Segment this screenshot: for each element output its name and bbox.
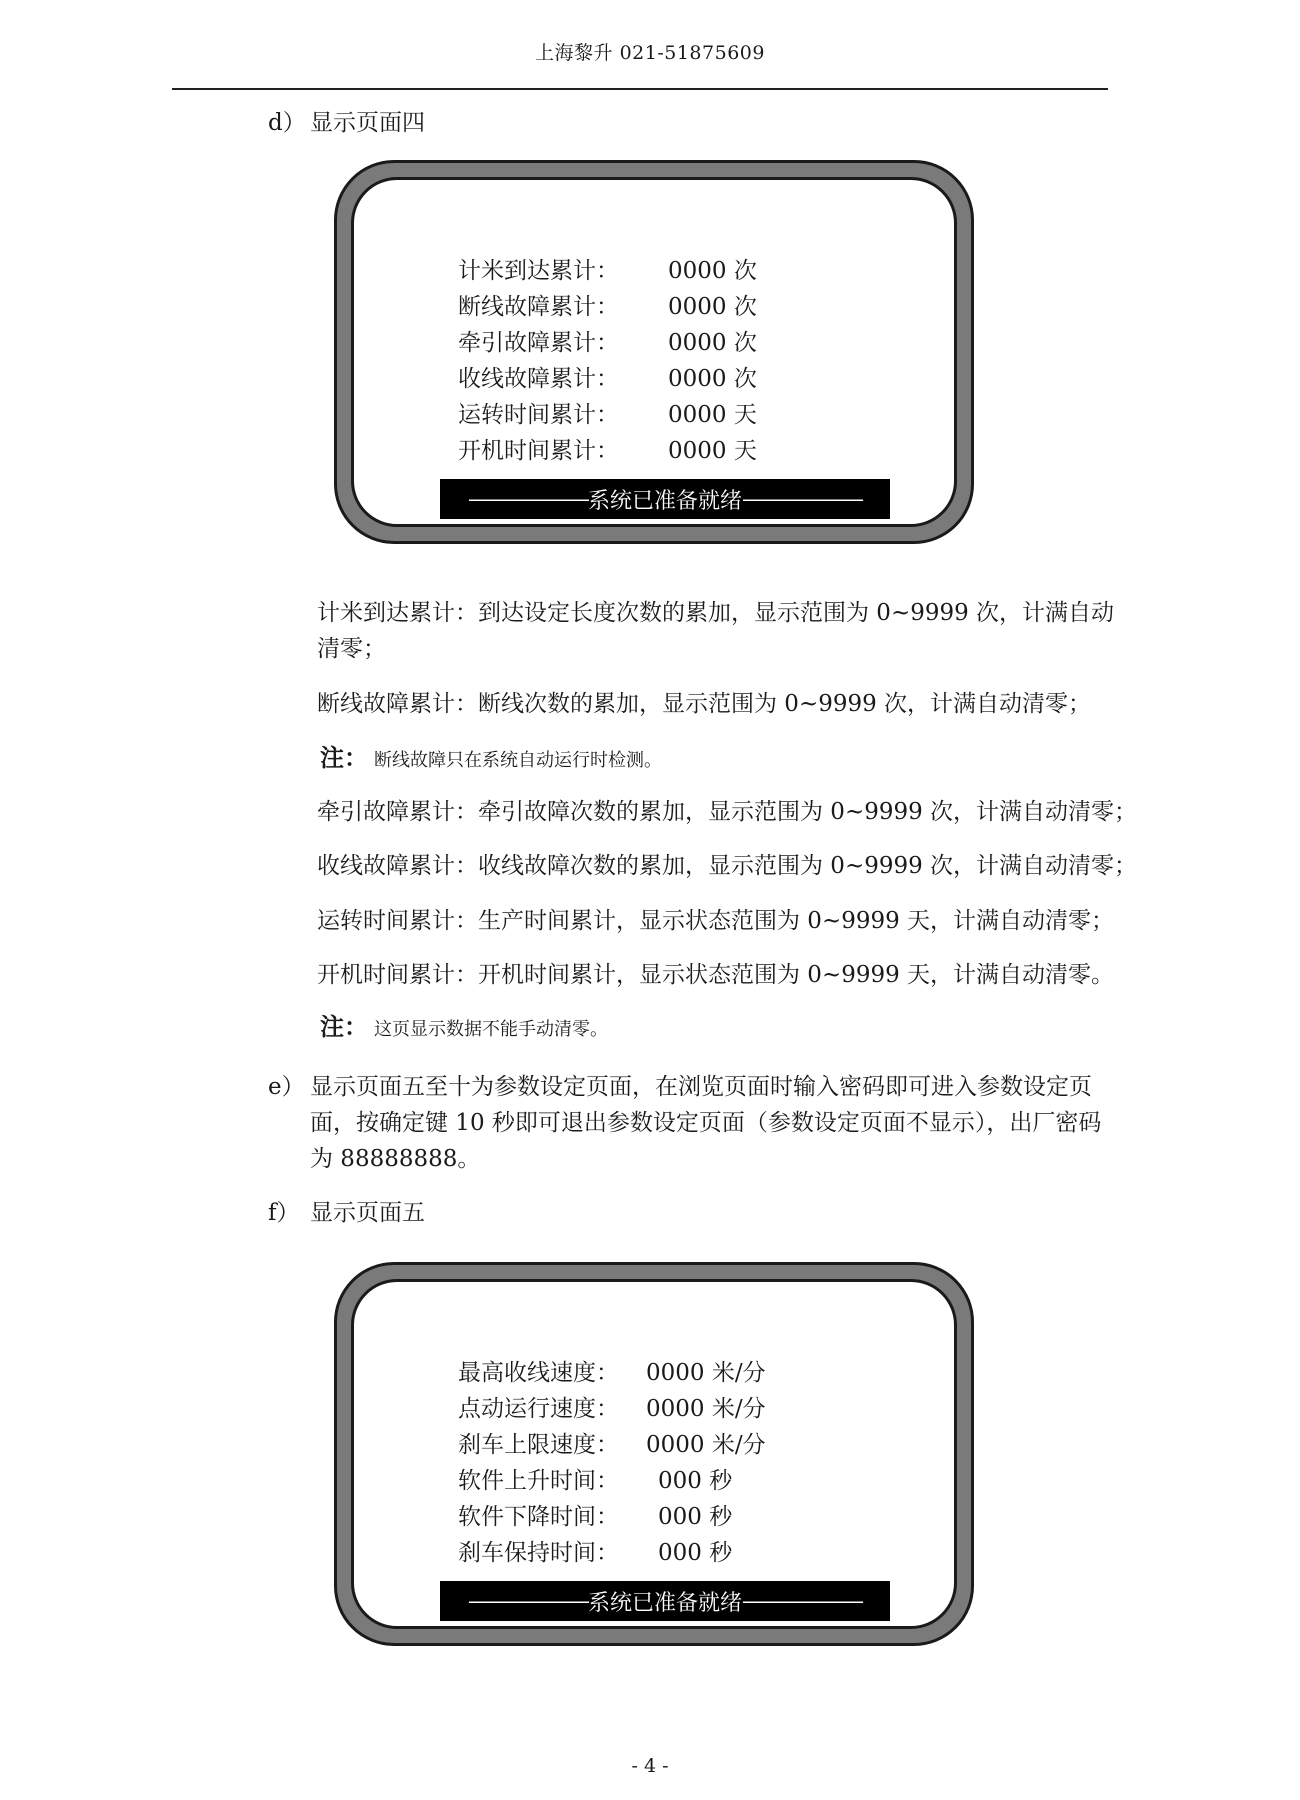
lcd-row — [458, 1352, 766, 1388]
section-e-text: 显示页面五至十为参数设定页面，在浏览页面时输入密码即可进入参数设定页 — [310, 1074, 1092, 1100]
section-e-line — [268, 1069, 1101, 1105]
status-dash-right: —————— — [742, 486, 862, 512]
status-text: 系统已准备就绪 — [587, 1590, 742, 1616]
section-e-line: 面，按确定键 10 秒即可退出参数设定页面（参数设定页面不显示），出厂密码 — [310, 1110, 1102, 1136]
lcd-row — [458, 430, 757, 466]
lcd-row-label: 刹车保持时间： — [458, 1539, 619, 1566]
section-d-title: 显示页面四 — [310, 110, 425, 136]
lcd-row-value: 000 秒 — [658, 1539, 733, 1566]
section-f-heading — [268, 1196, 425, 1230]
section-e — [268, 1069, 1101, 1177]
lcd-row — [458, 322, 757, 358]
section-f-title: 显示页面五 — [310, 1200, 425, 1226]
lcd-row-label: 最高收线速度： — [458, 1359, 619, 1386]
lcd-row-value: 0000 米/分 — [646, 1359, 766, 1386]
desc-run-time: 运转时间累计：生产时间累计，显示状态范围为 0~9999 天，计满自动清零； — [317, 908, 1115, 934]
lcd-display — [351, 177, 957, 527]
note-label: 注： — [320, 1012, 368, 1041]
lcd-status-bar — [440, 479, 890, 519]
lcd-row-value: 0000 天 — [668, 437, 757, 464]
lcd-row-value: 0000 次 — [668, 365, 757, 392]
lcd-row-value: 0000 米/分 — [646, 1431, 766, 1458]
lcd-rows — [458, 1352, 766, 1568]
desc-traction-fault: 牵引故障累计：牵引故障次数的累加，显示范围为 0~9999 次，计满自动清零； — [317, 799, 1138, 825]
section-d-heading — [268, 106, 425, 140]
lcd-row-value: 0000 次 — [668, 329, 757, 356]
desc-takeup-fault: 收线故障累计：收线故障次数的累加，显示范围为 0~9999 次，计满自动清零； — [317, 853, 1138, 879]
lcd-row-value: 0000 次 — [668, 293, 757, 320]
lcd-row — [458, 1424, 766, 1460]
desc-meter-line2: 清零； — [317, 636, 386, 662]
section-f-label: f） — [268, 1200, 300, 1226]
note-text: 这页显示数据不能手动清零。 — [374, 1019, 608, 1040]
lcd-rows — [458, 250, 757, 466]
lcd-row — [458, 1388, 766, 1424]
lcd-row-label: 点动运行速度： — [458, 1395, 619, 1422]
lcd-screen-page-five — [334, 1262, 974, 1646]
lcd-row — [458, 394, 757, 430]
lcd-row — [458, 1460, 766, 1496]
note-label: 注： — [320, 743, 368, 772]
status-text: 系统已准备就绪 — [587, 488, 742, 514]
lcd-row — [458, 1532, 766, 1568]
lcd-screen-page-four — [334, 160, 974, 544]
lcd-row-value: 0000 米/分 — [646, 1395, 766, 1422]
note-text: 断线故障只在系统自动运行时检测。 — [374, 750, 662, 771]
section-e-label: e） — [268, 1074, 305, 1100]
desc-break-fault: 断线故障累计：断线次数的累加，显示范围为 0~9999 次，计满自动清零； — [317, 691, 1092, 717]
lcd-row-value: 0000 次 — [668, 257, 757, 284]
note-no-manual-clear — [320, 1011, 608, 1046]
lcd-row — [458, 1496, 766, 1532]
desc-power-time: 开机时间累计：开机时间累计，显示状态范围为 0~9999 天，计满自动清零。 — [317, 962, 1115, 988]
lcd-row-label: 计米到达累计： — [458, 257, 619, 284]
page-number: - 4 - — [631, 1755, 669, 1777]
lcd-row — [458, 250, 757, 286]
section-e-line: 为 88888888。 — [310, 1146, 481, 1172]
lcd-row-label: 收线故障累计： — [458, 365, 619, 392]
lcd-row-label: 刹车上限速度： — [458, 1431, 619, 1458]
lcd-row-label: 软件下降时间： — [458, 1503, 619, 1530]
lcd-row-label: 牵引故障累计： — [458, 329, 619, 356]
section-d-label: d） — [268, 110, 306, 136]
status-dash-left: —————— — [467, 1588, 588, 1614]
header-divider — [172, 88, 1108, 90]
lcd-row-label: 软件上升时间： — [458, 1467, 619, 1494]
lcd-row-label: 运转时间累计： — [458, 401, 619, 428]
lcd-row-label: 开机时间累计： — [458, 437, 619, 464]
lcd-row — [458, 286, 757, 322]
lcd-status-bar — [440, 1581, 890, 1621]
lcd-row-value: 0000 天 — [668, 401, 757, 428]
desc-meter-line1: 计米到达累计：到达设定长度次数的累加，显示范围为 0~9999 次，计满自动 — [317, 600, 1115, 626]
lcd-row-label: 断线故障累计： — [458, 293, 619, 320]
lcd-row-value: 000 秒 — [658, 1467, 733, 1494]
status-dash-left: —————— — [467, 486, 588, 512]
lcd-display — [351, 1279, 957, 1629]
page-header: 上海黎升 021-51875609 — [535, 42, 765, 64]
lcd-row-value: 000 秒 — [658, 1503, 733, 1530]
lcd-row — [458, 358, 757, 394]
status-dash-right: —————— — [742, 1588, 862, 1614]
note-break-fault — [320, 742, 662, 777]
